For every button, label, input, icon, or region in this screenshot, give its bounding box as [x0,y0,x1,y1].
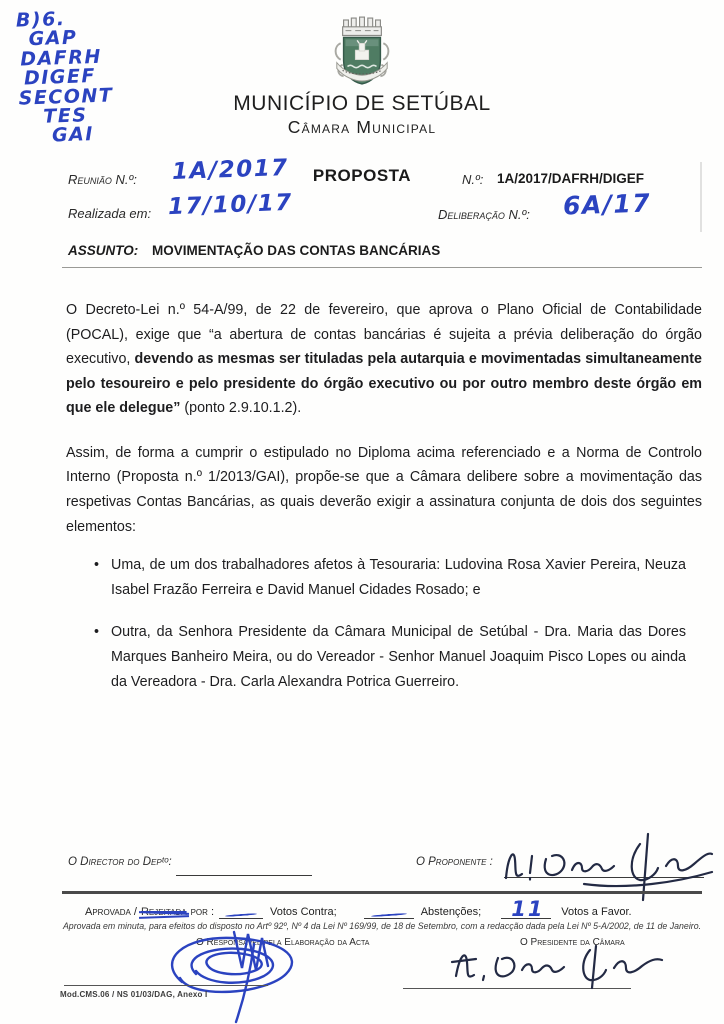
routing-note-line: DIGEF [23,65,97,90]
paragraph-text: O Decreto-Lei n.º 54-A/99, de 22 de fevereiro, que aprova o Plano Oficial de Contabilidade (POCAL), exige que “a abertura de contas bancárias é sujeita a prévia deliberação do órgão executivo, [66,302,702,368]
signatories-list [66,553,702,694]
assunto-value: MOVIMENTAÇÃO DAS CONTAS BANCÁRIAS [152,243,441,258]
routing-note-line: GAI [51,123,95,147]
routing-note-line: TES [42,104,88,128]
routing-note-line: DAFRH [19,45,103,71]
pen-dash-icon [371,913,407,918]
director-signature-line [176,875,312,876]
numero-value: 1A/2017/DAFRH/DIGEF [497,171,645,186]
routing-note-line: GAP [28,26,78,51]
responsavel-label: O Responsável pela Elaboração da Acta [196,937,370,948]
deliberacao-value-handwritten: 6A/17 [562,188,652,221]
document-body [66,298,702,712]
responsavel-signature-scribble-icon [148,916,343,1024]
assunto-label: ASSUNTO: [68,243,139,258]
list-item: • Uma, de um dos trabalhadores afetos à Tesouraria: Ludovina Rosa Xavier Pereira, Neuza Isabel Frazão Ferreira e David Manuel Cidades Rosado; e [94,553,686,602]
proponente-label: O Proponente : [416,856,493,868]
votos-favor-label: Votos a Favor. [561,906,632,918]
aprovada-label: Aprovada / [85,906,137,918]
votos-contra-label: Votos Contra; [270,906,337,918]
votos-favor-line [501,897,551,921]
por-label: por : [190,906,215,918]
proposta-title: PROPOSTA [312,166,412,185]
abstencoes-blank-line [364,914,414,919]
abstencoes-label: Abstenções; [420,906,482,918]
scan-artifact [700,162,702,232]
assunto-divider [62,267,702,268]
presidente-signature-icon [442,942,677,997]
setubal-coat-of-arms-icon [331,13,393,94]
director-label: O Director do Depᵗᵒ: [68,856,172,868]
reuniao-label: Reunião N.º: [68,172,137,187]
numero-label: N.º: [462,172,484,187]
realizada-value-handwritten: 17/10/17 [167,189,294,221]
rejeitada-label-struck: Rejeitada [141,906,187,921]
paragraph-proposal: Assim, de forma a cumprir o estipulado no Diploma acima referenciado e a Norma de Controlo Interno (Proposta n.º 1/2013/GAI), propõe-se que a Câmara delibere sobre a movimentação das respetivas Contas Bancárias, as quais deverão exigir a assinatura conjunta de dois dos seguintes elementos: [66,444,702,535]
paragraph-text: (ponto 2.9.10.1.2). [180,400,302,417]
form-code: Mod.CMS.06 / NS 01/03/DAG, Anexo I [60,990,208,999]
list-item: • Outra, da Senhora Presidente da Câmara Municipal de Setúbal - Dra. Maria das Dores Marques Banheiro Meira, ou do Vereador - Senhor Manuel Joaquim Pisco Lopes ou ainda da Vereadora - Dra. Carla Alexandra Potrica Guerreiro. [94,620,686,694]
paragraph-legal-basis [66,298,702,421]
presidente-label: O Presidente da Câmara [520,937,625,948]
votos-favor-value-handwritten: 11 [511,897,545,921]
chamber-name: Câmara Municipal [287,117,437,137]
section-divider [62,891,702,894]
municipality-name: MUNICÍPIO DE SETÚBAL [233,92,491,115]
minuta-legal-note: Aprovada em minuta, para efeitos do disposto no Artº 92º, Nº 4 da Lei Nº 169/99, de 18 de Setembro, com a redacção dada pela Lei Nº 5-A/2002, de 11 de Janeiro. [62,921,702,931]
realizada-label: Realizada em: [68,206,152,221]
responsavel-signature-line [64,985,268,986]
deliberacao-label: Deliberação N.º: [438,207,530,222]
paragraph-bold-text: devendo as mesmas ser tituladas pela autarquia e movimentadas simultaneamente pelo tesoureiro e pelo presidente do órgão executivo ou por outro membro deste órgão em que ele delegue” [66,351,703,417]
routing-note-line: B)6. [15,7,66,32]
routing-note-line: SECONT [18,83,114,110]
reuniao-value-handwritten: 1A/2017 [171,154,290,186]
